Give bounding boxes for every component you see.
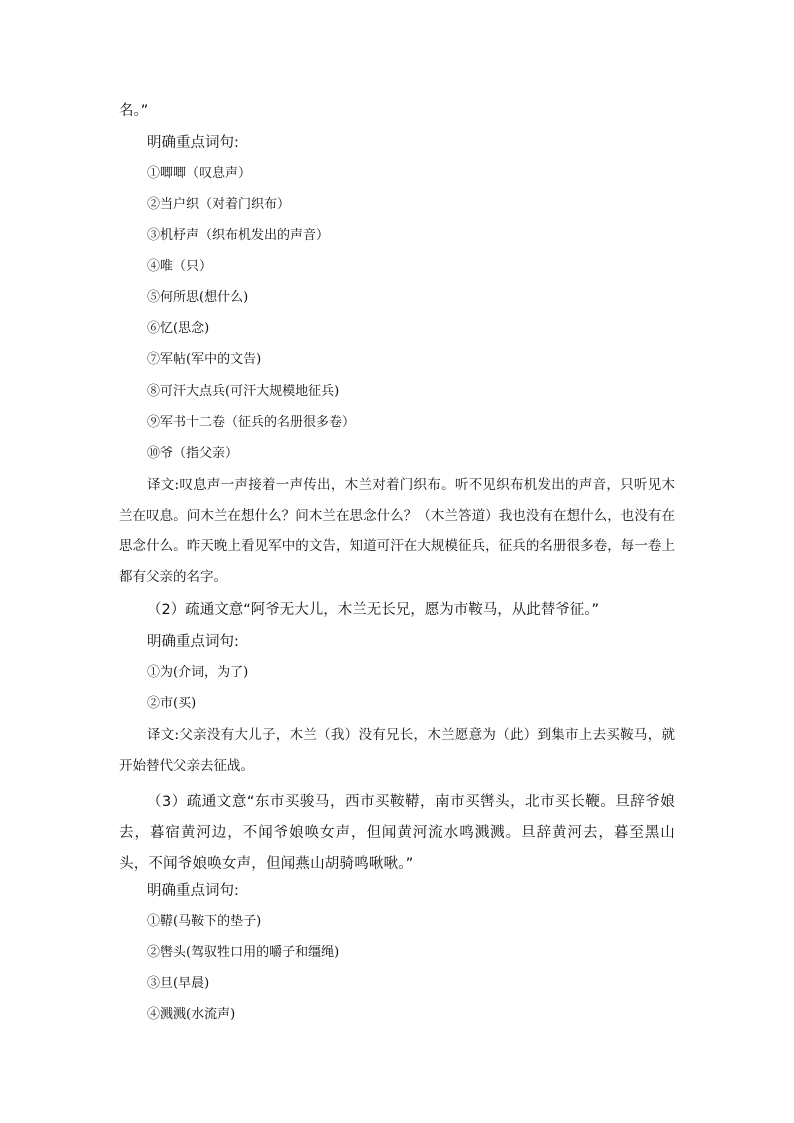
section1-item: ⑤何所思(想什么) (147, 290, 249, 305)
section2-heading: 明确重点词句: (147, 634, 239, 650)
section1-item: ①唧唧（叹息声） (147, 166, 252, 181)
section3-item: ④溅溅(水流声) (147, 1007, 236, 1022)
section2-item: ①为(介词，为了) (147, 665, 249, 680)
section3-title: （3）疏通文意“东市买骏马，西市买鞍鞯，南市买辔头，北市买长鞭。旦辞爷娘去，暮宿黄河边，不闻爷娘唤女声，但闻黄河流水鸣溅溅。旦辞黄河去，暮至黑山头，不闻爷娘唤女声，但闻燕山胡骑鸣啾啾。” (119, 794, 675, 872)
section1-translation: 译文:叹息声一声接着一声传出，木兰对着门织布。听不见织布机发出的声音，只听见木兰在叹息。问木兰在想什么？问木兰在思念什么？（木兰答道）我也没有在想什么，也没有在思念什么。昨天晚上看见军中的文告，知道可汗在大规模征兵，征兵的名册很多卷，每一卷上都有父亲的名字。 (119, 477, 675, 585)
section1-item: ⑩爷（指父亲） (147, 446, 239, 461)
section3-item: ③旦(早晨) (147, 976, 210, 991)
section1-item: ②当户织（对着门织布） (147, 197, 291, 212)
section1-item: ⑦军帖(军中的文告) (147, 352, 262, 367)
section1-item: ⑧可汗大点兵(可汗大规模地征兵) (147, 384, 340, 399)
section1-item: ⑥忆(思念) (147, 321, 210, 336)
section1-item: ④唯（只） (147, 259, 213, 274)
section2-title: （2）疏通文意“阿爷无大儿，木兰无长兄，愿为市鞍马，从此替爷征。” (147, 602, 599, 618)
section3-item: ②辔头(驾驭牲口用的嚼子和缰绳) (147, 945, 340, 960)
section1-heading: 明确重点词句: (147, 135, 239, 151)
section2-item: ②市(买) (147, 696, 197, 711)
section1-item: ⑨军书十二卷（征兵的名册很多卷） (147, 415, 356, 430)
section2-translation: 译文:父亲没有大儿子，木兰（我）没有兄长，木兰愿意为（此）到集市上去买鞍马，就开始替代父亲去征战。 (119, 727, 675, 774)
section3-item: ①鞯(马鞍下的垫子) (147, 914, 262, 929)
section3-heading: 明确重点词句: (147, 883, 239, 899)
section1-item: ③机杼声（织布机发出的声音） (147, 228, 330, 243)
continuation-line: 名。” (119, 103, 149, 119)
